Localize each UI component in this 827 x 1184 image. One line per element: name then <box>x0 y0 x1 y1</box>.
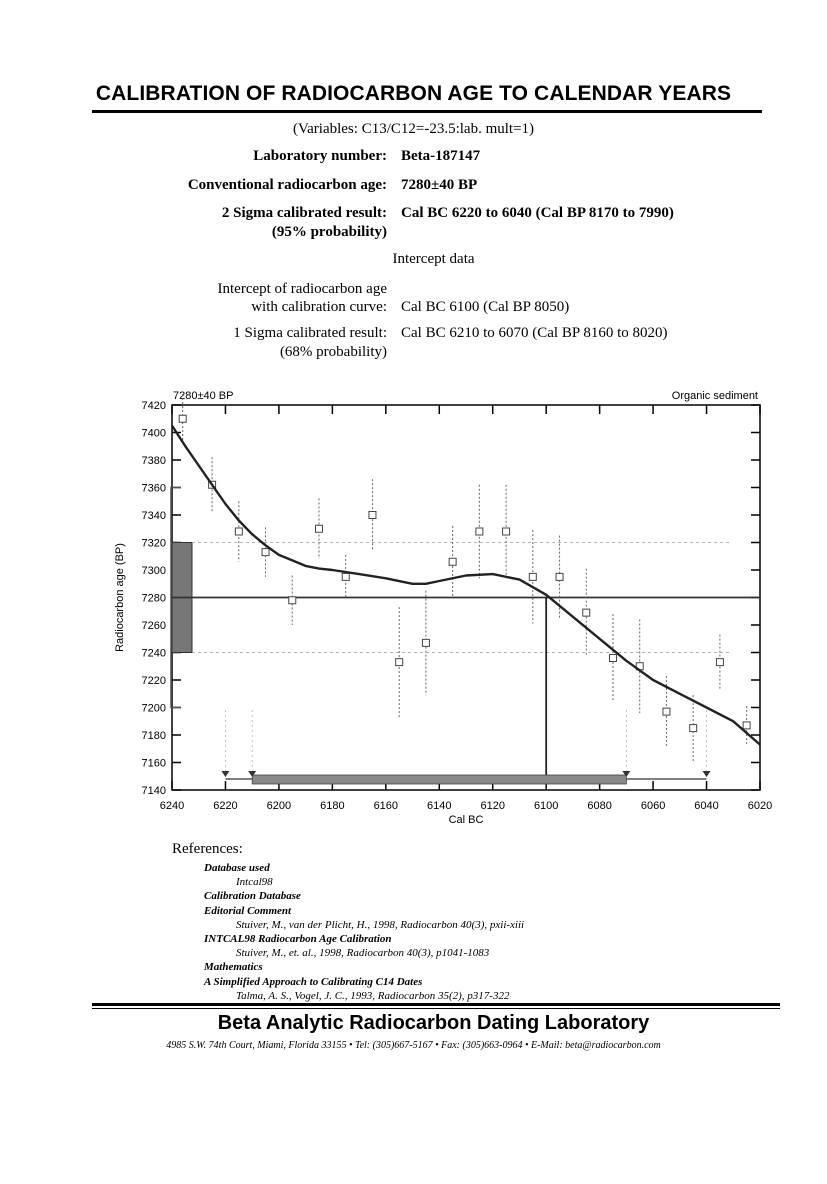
reference-citation: Intcal98 <box>236 876 273 889</box>
x-tick-label: 6180 <box>320 800 345 812</box>
data-point <box>235 528 242 535</box>
data-point <box>476 528 483 535</box>
lab-number-label: Laboratory number: <box>253 148 387 164</box>
data-point <box>179 415 186 422</box>
report-title: CALIBRATION OF RADIOCARBON AGE TO CALENDAR YEARS <box>95 82 732 105</box>
data-point <box>716 659 723 666</box>
data-point <box>369 512 376 519</box>
x-tick-label: 6140 <box>427 800 452 812</box>
data-point <box>503 528 510 535</box>
y-tick-label: 7320 <box>141 537 166 550</box>
x-tick-label: 6040 <box>694 800 719 812</box>
y-tick-label: 7380 <box>141 455 166 467</box>
y-tick-label: 7160 <box>141 757 166 770</box>
intercept-heading: Intercept data <box>392 251 475 267</box>
intercept-label-2: with calibration curve: <box>251 299 387 315</box>
sigma1-probability: (68% probability) <box>279 344 387 360</box>
y-tick-label: 7340 <box>141 510 166 522</box>
data-point <box>529 573 536 580</box>
sigma1-value: Cal BC 6210 to 6070 (Cal BP 8160 to 8020) <box>401 325 668 341</box>
data-point <box>396 659 403 666</box>
reference-heading: Calibration Database <box>204 890 301 903</box>
x-tick-label: 6160 <box>373 800 399 812</box>
reference-heading: A Simplified Approach to Calibrating C14 Dates <box>204 975 423 988</box>
lab-address: 4985 S.W. 74th Court, Miami, Florida 33155 • Tel: (305)667-5167 • Fax: (305)663-0964 • E-Mail: beta@radiocarbon.com <box>166 1040 661 1051</box>
x-tick-label: 6080 <box>587 800 612 812</box>
reference-heading: Database used <box>204 862 270 874</box>
reference-citation: Talma, A. S., Vogel, J. C., 1993, Radiocarbon 35(2), p317-322 <box>236 989 510 1002</box>
conventional-age-label: Conventional radiocarbon age: <box>187 177 387 193</box>
reference-heading: INTCAL98 Radiocarbon Age Calibration <box>204 933 392 945</box>
data-point <box>663 708 670 715</box>
data-point <box>556 573 563 580</box>
sigma2-label: 2 Sigma calibrated result: <box>221 205 387 221</box>
range-bound-marker <box>703 771 711 777</box>
y-tick-label: 7220 <box>141 675 166 687</box>
lab-name: Beta Analytic Radiocarbon Dating Laboratory <box>217 1012 650 1034</box>
data-point <box>583 609 590 616</box>
y-tick-label: 7180 <box>141 730 166 742</box>
sigma2-probability: (95% probability) <box>271 224 387 240</box>
data-point <box>316 525 323 532</box>
footer-rule-thick <box>92 1003 780 1006</box>
footer-rule-thin <box>92 1008 780 1009</box>
y-tick-label: 7420 <box>141 400 166 412</box>
x-tick-label: 6020 <box>747 800 773 812</box>
y-tick-label: 7260 <box>141 620 166 632</box>
calibration-curve <box>172 426 760 745</box>
intercept-value: Cal BC 6100 (Cal BP 8050) <box>401 299 570 315</box>
y-tick-label: 7240 <box>141 647 166 660</box>
data-point <box>743 722 750 729</box>
conventional-age-value: 7280±40 BP <box>401 177 478 193</box>
intercept-label-1: Intercept of radiocarbon age <box>217 281 387 297</box>
sigma2-value: Cal BC 6220 to 6040 (Cal BP 8170 to 7990) <box>401 205 674 221</box>
data-point <box>449 558 456 565</box>
x-tick-label: 6120 <box>480 800 505 812</box>
x-tick-label: 6100 <box>533 800 559 812</box>
y-tick-label: 7280 <box>141 592 166 605</box>
x-tick-label: 6060 <box>640 800 666 812</box>
y-tick-label: 7200 <box>141 702 166 715</box>
y-tick-label: 7360 <box>141 482 166 495</box>
y-tick-label: 7140 <box>141 785 166 797</box>
data-point <box>422 639 429 646</box>
y-tick-label: 7400 <box>141 427 166 440</box>
x-tick-label: 6220 <box>213 800 238 812</box>
data-point <box>342 573 349 580</box>
data-point <box>262 549 269 556</box>
data-point <box>690 725 697 732</box>
reference-heading: Editorial Comment <box>204 904 292 917</box>
one-sigma-range-bar <box>252 775 626 784</box>
y-axis-label: Radiocarbon age (BP) <box>114 543 126 652</box>
data-point <box>610 655 617 662</box>
x-tick-label: 6200 <box>266 800 292 812</box>
reference-heading: Mathematics <box>204 961 263 974</box>
x-tick-label: 6240 <box>159 800 185 812</box>
variables-line: (Variables: C13/C12=-23.5:lab. mult=1) <box>292 121 535 137</box>
sample-age-corner-label: 7280±40 BP <box>173 390 234 402</box>
range-bound-marker <box>221 771 229 777</box>
x-axis-label: Cal BC <box>448 814 484 826</box>
sigma1-label: 1 Sigma calibrated result: <box>233 325 387 341</box>
data-point <box>289 597 296 604</box>
reference-citation: Stuiver, M., et. al., 1998, Radiocarbon 40(3), p1041-1083 <box>236 947 490 960</box>
reference-citation: Stuiver, M., van der Plicht, H., 1998, Radiocarbon 40(3), pxii-xiii <box>236 918 525 931</box>
material-corner-label: Organic sediment <box>671 390 758 402</box>
y-tick-label: 7300 <box>141 565 166 577</box>
lab-number-value: Beta-187147 <box>401 148 481 164</box>
references-heading: References: <box>172 841 243 857</box>
